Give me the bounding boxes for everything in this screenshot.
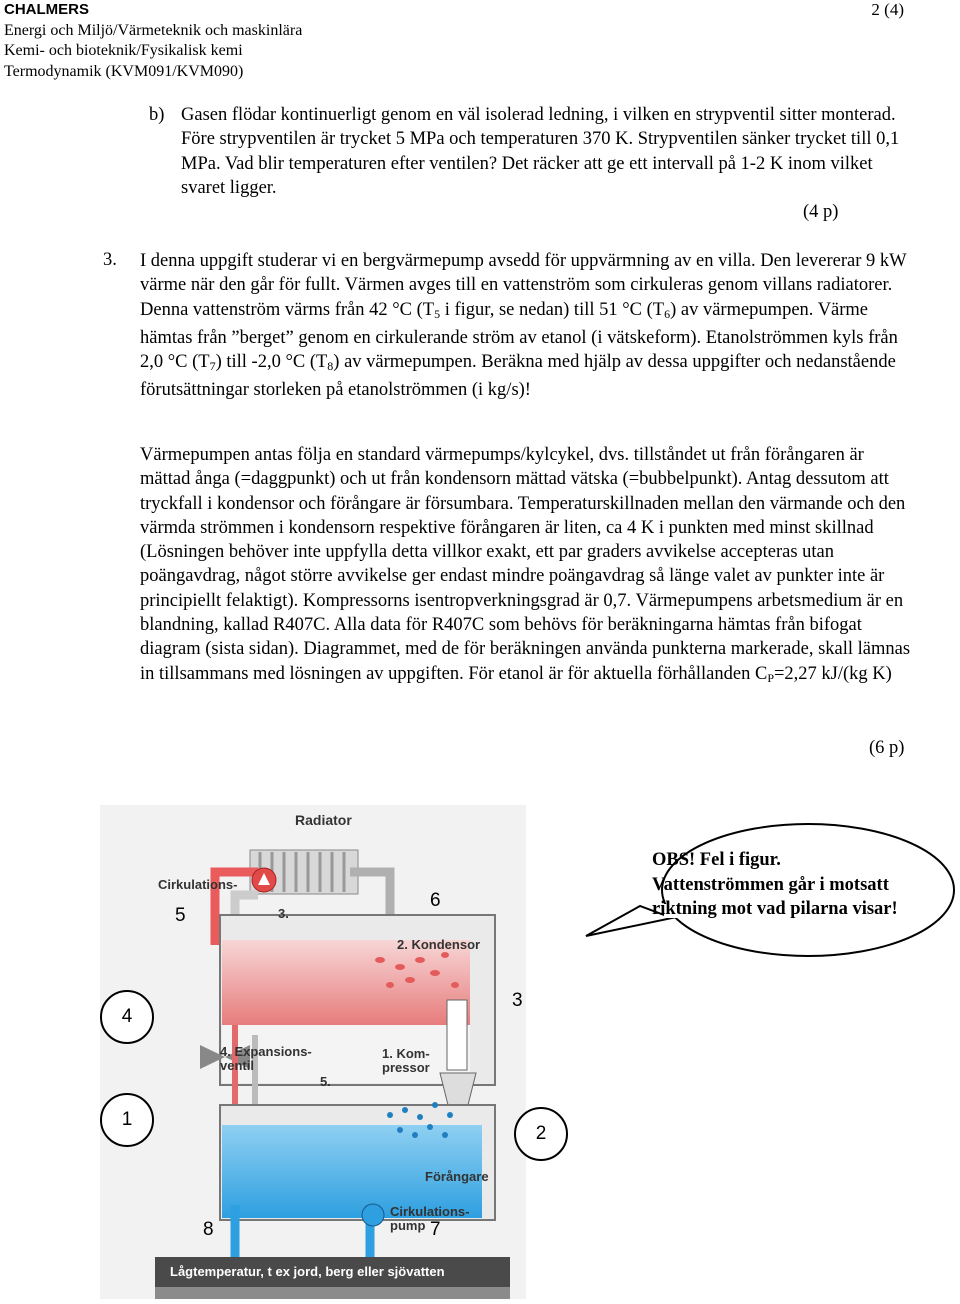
- subscript-8: 8: [327, 359, 334, 374]
- brine-pump-label-line2: pump: [390, 1218, 426, 1233]
- subscript-6: 6: [664, 306, 671, 321]
- question-3-paragraph-2: [140, 443, 918, 690]
- ground-source-label: Lågtemperatur, t ex jord, berg eller sjövatten: [170, 1264, 445, 1279]
- circulation-pump-label: Cirkulations-: [158, 877, 238, 892]
- evaporator-tank: [220, 1105, 495, 1220]
- part-b-text: Gasen flödar kontinuerligt genom en väl isolerad ledning, i vilken en strypventil sitter monterad. Före strypventilen är trycket 5 MPa och temperaturen 370 K. Strypventilen sänker trycket till 0,1 MPa. Vad blir temperaturen efter ventilen? Det räcker att ge ett intervall på 1-2 K inom vilket svaret ligger.: [181, 105, 900, 198]
- heat-pump-figure: [100, 805, 526, 1299]
- part-b-label: b): [149, 105, 165, 125]
- institution-name: CHALMERS: [4, 1, 89, 18]
- expansion-valve-label-line1: 4. Expansions-: [220, 1044, 312, 1059]
- condenser-label: 2. Kondensor: [397, 937, 481, 952]
- expansion-valve-label: [220, 1045, 312, 1073]
- point-marker-6: 6: [430, 890, 441, 911]
- point-marker-7: 7: [430, 1219, 441, 1240]
- subscript-5: 5: [434, 306, 441, 321]
- part-b-points: (4 p): [803, 202, 839, 222]
- q3-cp-value: =2,27 kJ/(kg K): [774, 663, 892, 684]
- expansion-valve-label-line2: ventil: [220, 1058, 254, 1073]
- evaporator-label: Förångare: [425, 1169, 489, 1184]
- q3-assumptions-text: Värmepumpen antas följa en standard värmepumps/kylcykel, dvs. tillståndet ut från förångaren är mättad ånga (=daggpunkt) och ut från kondensorn mättad vätska (=bubbelpunkt). Antag dessutom att tryckfall i kondensor och förångare är försumbara. Temperaturskillnaden mellan den värmande och den värmda strömmen i kondensorn respektive förångaren är liten, ca 4 K i punkten med minst skillnad (Lösningen behöver inte uppfylla detta villkor exakt, ett par graders avvikelse accepteras utan poängavdrag, något större avvikelse ger endast mindre poängavdrag så länge valet av punkter inte är principiellt felaktigt). Kompressorns isentropverkningsgrad är 0,7. Värmepumpens arbetsmedium är en blandning, kallad R407C. Alla data för R407C som behövs för beräkningarna hämtas från bifogat diagram (sista sidan). Diagrammet, med de för beräkningen använda punkterna markerade, skall lämnas in tillsammans med lösningen av uppgiften. För etanol är för aktuella förhållanden C: [140, 445, 911, 684]
- ground-base: [155, 1287, 510, 1299]
- page-header: [4, 0, 302, 82]
- q3-text-e: ) av värmepumpen. Beräkna med hjälp av dessa uppgifter och nedanstående förutsättningar storleken på etanolströmmen (i kg/s)!: [140, 352, 896, 401]
- brine-pump-icon: [362, 1204, 384, 1226]
- subscript-p: P: [767, 670, 774, 685]
- q3-text-a: I denna uppgift studerar vi en bergvärmepump avsedd för uppvärmning av en villa. Den levererar 9 kW värme när den går för fullt. Värmen avges till en vattenström som cirkuleras genom villans radiatorer. Denna vattenström värms från 42 °C (T: [140, 251, 907, 320]
- callout-note: OBS! Fel i figur. Vattenströmmen går i motsatt riktning mot vad pilarna visar!: [652, 850, 898, 919]
- course-line: Termodynamik (KVM091/KVM090): [4, 62, 244, 80]
- department-line: Energi och Miljö/Värmeteknik och maskinlära: [4, 21, 303, 39]
- q3-text-c: ) av värmepumpen. Värme hämtas från ”berget” genom en cirkulerande ström av etanol (i vätskeform). Etanolströmmen kyls från 2,0 °C (T: [140, 299, 898, 373]
- point-marker-2: 2: [514, 1107, 568, 1161]
- page-number: 2 (4): [871, 0, 904, 19]
- brine-pump-label-line1: Cirkulations-: [390, 1204, 470, 1219]
- division-line: Kemi- och bioteknik/Fysikalisk kemi: [4, 42, 243, 59]
- question-3-points: (6 p): [869, 738, 905, 758]
- compressor-label: [382, 1047, 430, 1075]
- point-marker-1: 1: [100, 1093, 154, 1147]
- question-3-paragraph-1: [140, 249, 912, 403]
- point-marker-4: 4: [100, 990, 154, 1044]
- compressor-label-line1: 1. Kom-: [382, 1046, 430, 1061]
- point-marker-8: 8: [203, 1219, 214, 1240]
- radiator-label: Radiator: [295, 812, 352, 828]
- point-marker-5: 5: [175, 905, 186, 926]
- question-number: 3.: [103, 250, 117, 270]
- compressor-label-line2: pressor: [382, 1060, 430, 1075]
- point-marker-3: 3: [512, 990, 523, 1011]
- subscript-7: 7: [209, 359, 216, 374]
- pipe-5-label: 5.: [320, 1074, 331, 1089]
- circulation-pump-number: 3.: [278, 906, 289, 921]
- q3-text-d: ) till -2,0 °C (T: [215, 352, 328, 373]
- q3-text-b: i figur, se nedan) till 51 °C (T: [440, 299, 665, 320]
